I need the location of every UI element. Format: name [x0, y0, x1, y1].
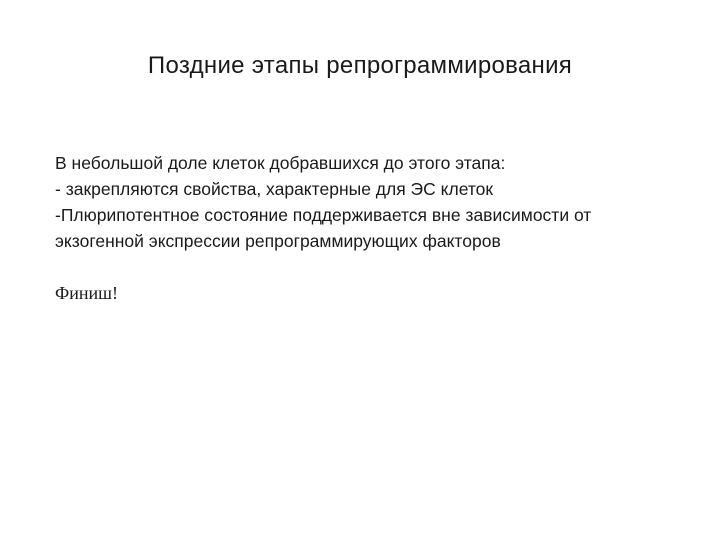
slide-title: Поздние этапы репрограммирования — [147, 52, 573, 79]
finish-text: Финиш! — [55, 283, 118, 303]
blank-line — [55, 254, 655, 280]
body-line-bullet-1: - закрепляются свойства, характерные для ЭС клеток — [55, 179, 494, 199]
body-line-intro: В небольшой доле клеток добравшихся до этого этапа: — [55, 153, 506, 173]
body-line-bullet-2-wrap: экзогенной экспрессии репрограммирующих факторов — [55, 231, 501, 251]
slide-body — [55, 150, 655, 306]
body-line-bullet-2: -Плюрипотентное состояние поддерживается вне зависимости от — [55, 205, 592, 225]
